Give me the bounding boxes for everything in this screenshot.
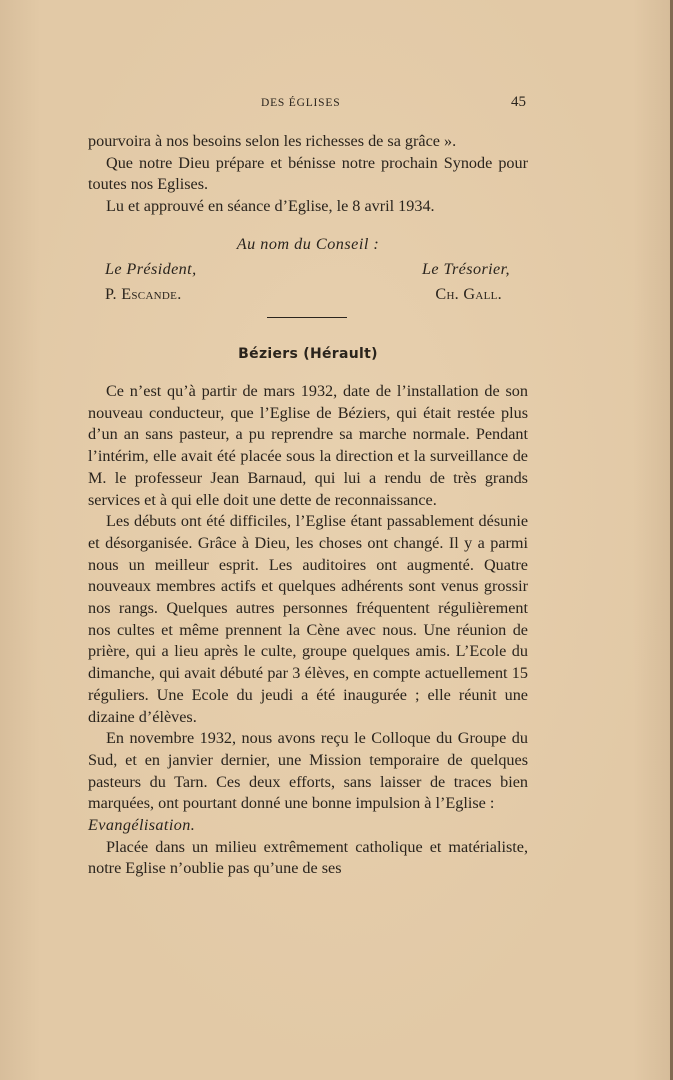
closing-paragraph: Placée dans un milieu extrêmement catholique et matérialiste, notre Eglise n’oublie pas qu’une de ses: [88, 837, 528, 878]
treasurer-name: Ch. Gall.: [435, 285, 502, 303]
body-paragraph: Ce n’est qu’à partir de mars 1932, date de l’installation de son nouveau conducteur, que l’Eglise de Béziers, qui était restée plus d’un an sans pasteur, a pu reprendre sa marche normale. Pendant l’intérim, elle avait été placée sous la direction et la surveillance de M. le professeur Jean Barnaud, qui lui a rendu de très grands services et à qui elle doit une dette de reconnaissance.: [88, 382, 528, 509]
president-name: P. Escande.: [105, 285, 182, 303]
treasurer-title: Le Trésorier,: [422, 260, 510, 278]
subheading-evangelisation: Evangélisation.: [88, 816, 196, 835]
paragraph-wish: Que notre Dieu prépare et bénisse notre prochain Synode pour toutes nos Eglises.: [88, 153, 528, 194]
page-number: 45: [511, 94, 526, 110]
signature-names: [88, 284, 528, 306]
running-head: [88, 94, 528, 114]
section-heading: Béziers (Hérault): [238, 346, 378, 362]
top-text-block: [88, 131, 528, 217]
paragraph-approved: Lu et approuvé en séance d’Eglise, le 8 avril 1934.: [106, 196, 435, 215]
body-paragraph: Les débuts ont été difficiles, l’Eglise étant passablement désunie et désorganisée. Grâce à Dieu, les choses ont changé. Il y a parmi nous un meilleur esprit. Les auditoires ont augmenté. Quatre nouveaux membres actifs et quelques adhérents sont venus grossir nos rangs. Quelques autres personnes fréquentent régulièrement nos cultes et même prennent la Cène avec nous. Une réunion de prière, qui a lieu après le culte, groupe quelques amis. L’Ecole du dimanche, qui avait débuté par 3 élèves, en compte actuellement 15 réguliers. Une Ecole du jeudi a été inaugurée ; elle réunit une dizaine d’élèves.: [88, 512, 528, 726]
running-title: DES ÉGLISES: [261, 97, 341, 109]
section-divider: [267, 317, 347, 318]
signature-titles: [88, 259, 528, 281]
section-body: [88, 381, 528, 880]
paragraph-continued: pourvoira à nos besoins selon les richesses de sa grâce ».: [88, 132, 457, 150]
council-line: Au nom du Conseil :: [236, 235, 380, 253]
body-paragraph: En novembre 1932, nous avons reçu le Colloque du Groupe du Sud, et en janvier dernier, une Mission temporaire de quelques pasteurs du Tarn. Ces deux efforts, sans laisser de traces bien marquées, ont pourtant donné une bonne impulsion à l’Eglise :: [88, 729, 528, 813]
president-title: Le Président,: [105, 260, 197, 278]
